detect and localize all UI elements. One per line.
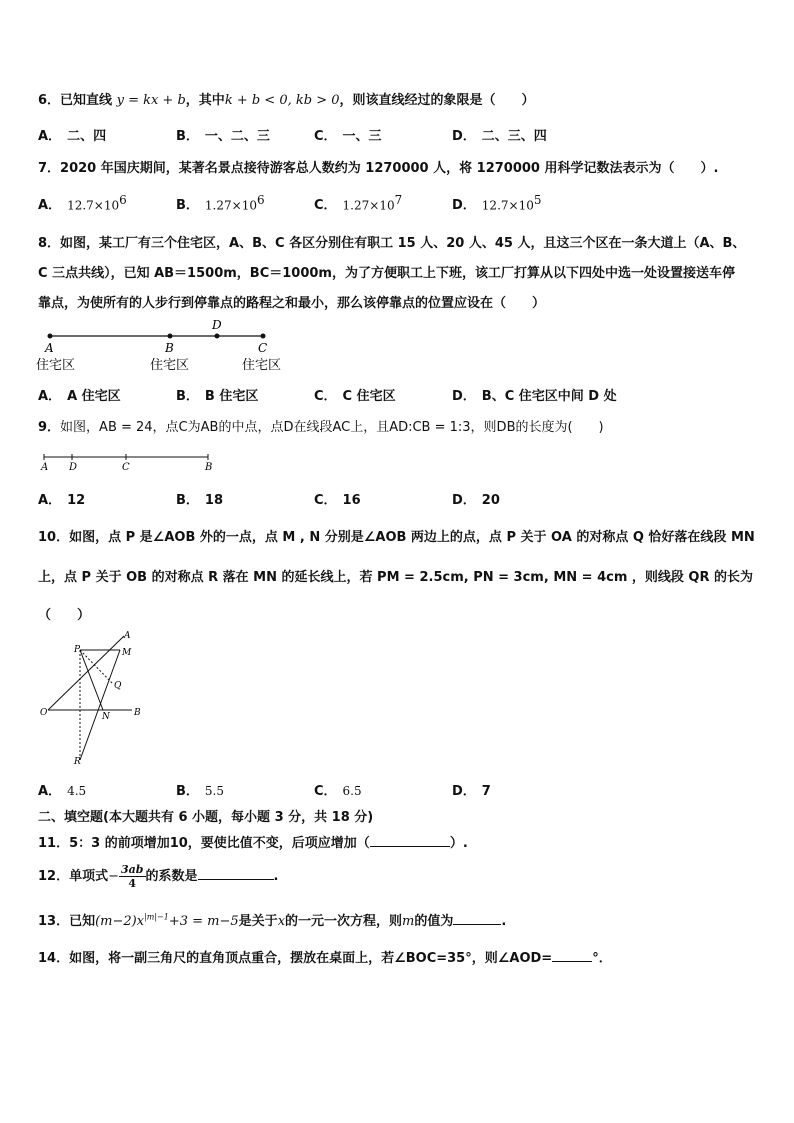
q6-equation: y = kx + b xyxy=(116,93,186,108)
q10-stem-line3: （ ） xyxy=(38,608,91,623)
q6-text-mid: ，其中 xyxy=(185,93,225,108)
q11-stem: 11．5：3 的前项增加10，要使比值不变，后项应增加（ ）. xyxy=(38,836,468,851)
q8-option-b[interactable]: B． B 住宅区 xyxy=(176,389,259,404)
q7-option-b[interactable]: B． $1.27\times 10^6$ xyxy=(176,193,265,214)
q9-option-d[interactable]: D． 20 xyxy=(452,493,500,508)
q8-option-d[interactable]: D． B、C 住宅区中间 D 处 xyxy=(452,389,617,404)
q11-answer-blank[interactable] xyxy=(370,846,450,847)
q12-fraction: $\frac{3ab}{4}$ xyxy=(121,863,144,890)
q10-label-r: R xyxy=(74,757,81,767)
q10-label-n: N xyxy=(102,712,110,722)
q10-option-b[interactable]: B． 5.5 xyxy=(176,784,225,799)
q6-option-b[interactable]: B． 一、二、三 xyxy=(176,129,270,144)
q6-stem xyxy=(38,89,535,108)
q8-point-c xyxy=(261,334,266,339)
q8-figure-line-diagram xyxy=(36,316,296,376)
q12-stem: 12．单项式− $\frac{3ab}{4}$ 的系数是 . xyxy=(38,863,279,890)
q6-text-pre: 已知直线 xyxy=(60,93,113,108)
q8-stem-line1: 8．如图，某工厂有三个住宅区，A、B、C 各区分别住有职工 15 人、20 人、45 人，且这三个区在一条大道上（A、B、 xyxy=(38,236,746,251)
q9-figure-segment xyxy=(36,448,226,476)
q8-point-a xyxy=(48,334,53,339)
q6-condition: k + b < 0, kb > 0 xyxy=(224,93,340,108)
q8-option-a[interactable]: A． A 住宅区 xyxy=(38,389,121,404)
q9-option-a[interactable]: A． 12 xyxy=(38,493,86,508)
q10-figure-angle-diagram xyxy=(36,628,166,770)
q10-option-c[interactable]: C． 6.5 xyxy=(314,784,362,799)
q10-option-d[interactable]: D． 7 xyxy=(452,784,491,799)
q7-stem: 7．2020 年国庆期间，某著名景点接待游客总人数约为 1270000 人，将 1270000 用科学记数法表示为（ ）. xyxy=(38,161,719,176)
q14-answer-blank[interactable] xyxy=(552,961,592,962)
q8-point-d xyxy=(215,334,220,339)
q8-stem-line2: C 三点共线），已知 AB＝1500m，BC＝1000m，为了方便职工上下班，该工厂打算从以下四处中选一处设置接送车停 xyxy=(38,266,735,281)
q10-stem-line1: 10．如图，点 P 是∠AOB 外的一点，点 M , N 分别是∠AOB 两边上的点，点 P 关于 OA 的对称点 Q 恰好落在线段 MN xyxy=(38,530,755,545)
q9-option-b[interactable]: B． 18 xyxy=(176,493,224,508)
q9-label-a: A xyxy=(41,462,49,473)
q10-label-a: A xyxy=(124,631,131,641)
q7-option-c[interactable]: C． $1.27\times 10^7$ xyxy=(314,193,403,214)
q10-label-p: P xyxy=(74,645,81,655)
q13-answer-blank[interactable] xyxy=(453,924,501,925)
q10-stem-line2: 上，点 P 关于 OB 的对称点 R 落在 MN 的延长线上，若 PM = 2.5cm, PN = 3cm, MN = 4cm ，则线段 QR 的长为 xyxy=(38,570,754,585)
q9-label-c: C xyxy=(122,462,130,473)
q8-option-c[interactable]: C． C 住宅区 xyxy=(314,389,396,404)
q6-option-d[interactable]: D． 二、三、四 xyxy=(452,129,547,144)
q14-stem: 14．如图，将一副三角尺的直角顶点重合，摆放在桌面上，若∠BOC=35°，则∠AOD= °． xyxy=(38,951,612,966)
q6-option-a[interactable]: A． 二、四 xyxy=(38,129,107,144)
q6-number: 6． xyxy=(38,93,61,108)
q10-label-q: Q xyxy=(114,681,122,691)
q10-option-a[interactable]: A． 4.5 xyxy=(38,784,87,799)
q9-stem: 9．如图，AB = 24，点C为AB的中点，点D在线段AC上，且AD:CB = 1:3，则DB的长度为( ) xyxy=(38,420,604,435)
q10-label-m: M xyxy=(122,648,132,658)
q8-label-d: D xyxy=(212,318,222,332)
q6-option-c[interactable]: C． 一、三 xyxy=(314,129,382,144)
q9-label-b: B xyxy=(205,462,213,473)
q7-option-a[interactable]: A． $12.7\times 10^6$ xyxy=(38,193,127,214)
q9-label-d: D xyxy=(69,462,78,473)
q10-ray-oa xyxy=(48,636,124,710)
q8-zone-b: 住宅区 xyxy=(150,358,190,373)
q8-zone-c: 住宅区 xyxy=(242,358,282,373)
q9-option-c[interactable]: C． 16 xyxy=(314,493,361,508)
q12-answer-blank[interactable] xyxy=(198,879,274,880)
q7-option-d[interactable]: D． $12.7\times 10^5$ xyxy=(452,193,542,214)
q10-label-b: B xyxy=(134,708,141,718)
section-title-fill-in: 二、填空题(本大题共有 6 小题，每小题 3 分，共 18 分) xyxy=(38,810,374,825)
q13-stem: 13．已知$(m-2)x^{|m|-1}+3 = m-5$是关于x的一元一次方程，则m的值为 . xyxy=(38,912,507,929)
q6-text-post: ，则该直线经过的象限是（ ） xyxy=(339,93,535,108)
q8-stem-line3: 靠点，为使所有的人步行到停靠点的路程之和最小，那么该停靠点的位置应设在（ ） xyxy=(38,296,546,311)
q8-label-c: C xyxy=(258,341,268,355)
q8-label-a: A xyxy=(45,341,54,355)
q8-zone-a: 住宅区 xyxy=(36,358,76,373)
q10-label-o: O xyxy=(40,708,48,718)
q8-label-b: B xyxy=(165,341,174,355)
q8-point-b xyxy=(168,334,173,339)
